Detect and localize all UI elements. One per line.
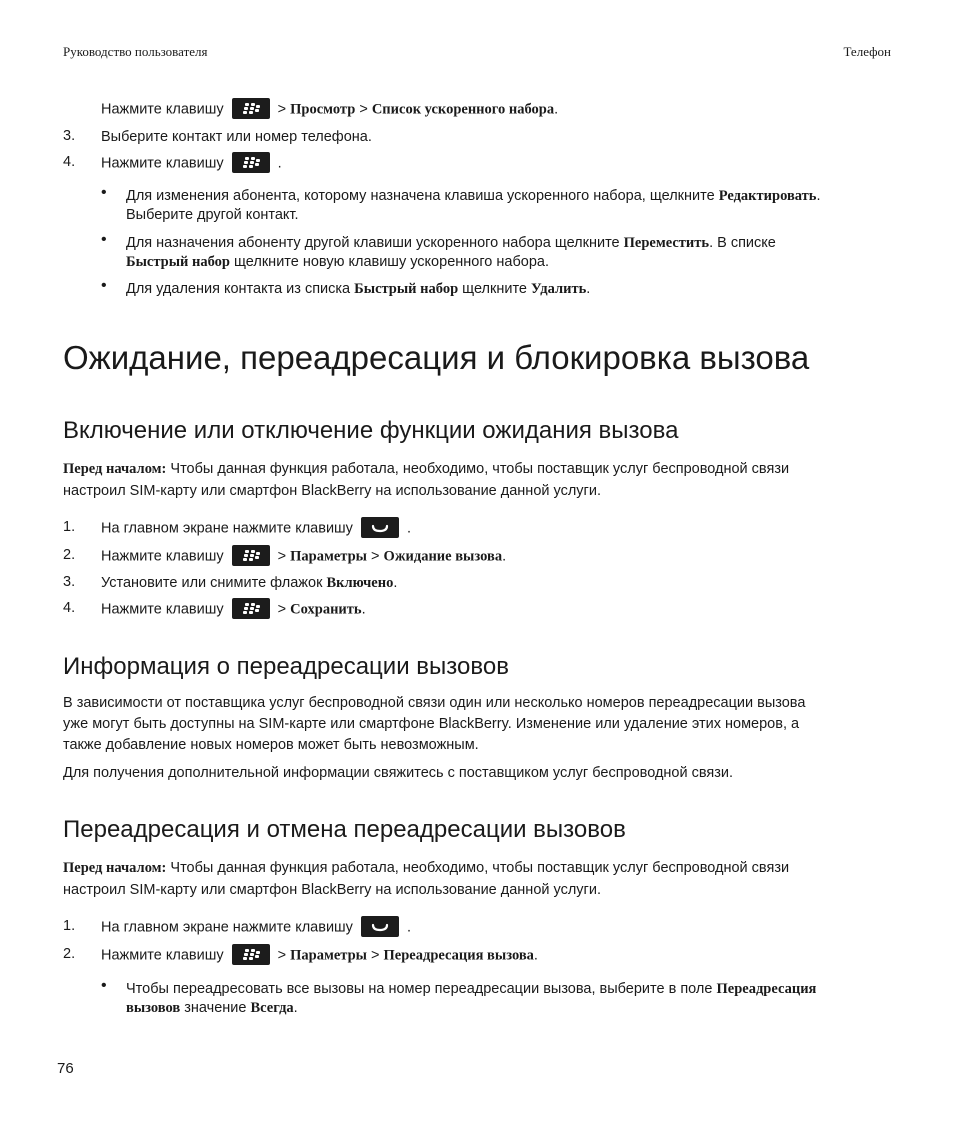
bullet-text: Чтобы переадресовать все вызовы на номер переадресации вызова, выберите в поле Переадресация	[126, 981, 817, 997]
step-number: 2.	[63, 946, 76, 962]
step-number: 4.	[63, 600, 76, 616]
page-number: 76	[57, 1060, 74, 1077]
bullet-text: Для изменения абонента, которому назначена клавиша ускоренного набора, щелкните Редактировать.	[126, 188, 821, 204]
step-line: Нажмите клавишу > Просмотр > Список ускоренного набора.	[101, 99, 558, 120]
blackberry-menu-key-icon	[232, 545, 270, 566]
running-header-right: Телефон	[843, 44, 891, 59]
send-call-key-icon	[361, 916, 399, 937]
prerequisite: Перед началом: Чтобы данная функция работала, необходимо, чтобы поставщик услуг беспроводной связи	[63, 860, 790, 876]
blackberry-menu-key-icon	[232, 152, 270, 173]
section-title: Информация о переадресации вызовов	[63, 653, 509, 680]
step-number: 3.	[63, 128, 76, 144]
step-text: Выберите контакт или номер телефона.	[101, 129, 372, 145]
bullet-marker: •	[101, 277, 107, 294]
step-line: На главном экране нажмите клавишу .	[101, 518, 411, 539]
step-line: Нажмите клавишу > Параметры > Переадресация вызова.	[101, 945, 538, 966]
step-line: Нажмите клавишу > Параметры > Ожидание вызова.	[101, 546, 506, 567]
step-number: 4.	[63, 154, 76, 170]
bullet-text: Для назначения абоненту другой клавиши ускоренного набора щелкните Переместить. В списке	[126, 235, 776, 251]
section-title: Включение или отключение функции ожидания вызова	[63, 417, 679, 444]
prerequisite: Перед началом: Чтобы данная функция работала, необходимо, чтобы поставщик услуг беспроводной связи	[63, 461, 790, 477]
bullet-text: вызовов значение Всегда.	[126, 1000, 298, 1016]
step-number: 1.	[63, 519, 76, 535]
paragraph: В зависимости от поставщика услуг беспроводной связи один или несколько номеров переадресации вызова	[63, 695, 806, 711]
bullet-text: Выберите другой контакт.	[126, 207, 299, 223]
bullet-marker: •	[101, 184, 107, 201]
blackberry-menu-key-icon	[232, 98, 270, 119]
bullet-text: Быстрый набор щелкните новую клавишу ускоренного набора.	[126, 254, 549, 270]
step-line: На главном экране нажмите клавишу .	[101, 917, 411, 938]
chapter-title: Ожидание, переадресация и блокировка вызова	[63, 339, 810, 376]
step-line: Установите или снимите флажок Включено.	[101, 575, 398, 591]
bullet-marker: •	[101, 231, 107, 248]
step-line: Нажмите клавишу > Сохранить.	[101, 599, 366, 620]
bullet-text: Для удаления контакта из списка Быстрый набор щелкните Удалить.	[126, 281, 591, 297]
section-title: Переадресация и отмена переадресации вызовов	[63, 816, 626, 843]
running-header-left: Руководство пользователя	[63, 44, 208, 59]
blackberry-menu-key-icon	[232, 598, 270, 619]
paragraph: уже могут быть доступны на SIM-карте или смартфоне BlackBerry. Изменение или удаление этих номеров, а	[63, 716, 800, 732]
step-number: 1.	[63, 918, 76, 934]
blackberry-menu-key-icon	[232, 944, 270, 965]
paragraph: Для получения дополнительной информации свяжитесь с поставщиком услуг беспроводной связи.	[63, 765, 734, 781]
step-number: 2.	[63, 547, 76, 563]
bullet-marker: •	[101, 977, 107, 994]
step-line: Нажмите клавишу .	[101, 153, 282, 174]
prerequisite: настроил SIM-карту или смартфон BlackBerry на использование данной услуги.	[63, 882, 601, 898]
send-call-key-icon	[361, 517, 399, 538]
step-number: 3.	[63, 574, 76, 590]
prerequisite: настроил SIM-карту или смартфон BlackBerry на использование данной услуги.	[63, 483, 601, 499]
paragraph: также добавление новых номеров может быть невозможным.	[63, 737, 479, 753]
